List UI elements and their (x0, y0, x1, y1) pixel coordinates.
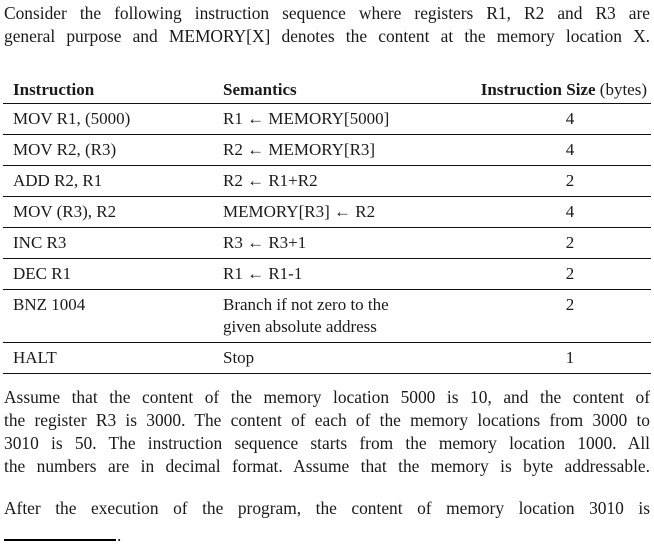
header-semantics: Semantics (213, 76, 449, 104)
table-row (3, 343, 651, 374)
cell-semantics: Stop (213, 343, 449, 374)
intro-line-1: Consider the following instruction sequence where registers R1, R2 and R3 are (4, 3, 650, 23)
cell-instruction: MOV R2, (R3) (3, 135, 213, 166)
cell-semantics: R2 ← R1+R2 (213, 166, 449, 197)
assume-line-2: the register R3 is 3000. The content of each of the memory locations from 3000 to (4, 410, 650, 430)
answer-line (4, 520, 650, 550)
cell-semantics (213, 290, 449, 343)
cell-instruction: MOV R1, (5000) (3, 104, 213, 135)
question-paragraph (4, 497, 650, 550)
table-row (3, 290, 651, 343)
header-size-label: Instruction Size (480, 80, 596, 99)
assume-line-3: 3010 is 50. The instruction sequence starts from the memory location 1000. All (4, 433, 650, 453)
answer-blank[interactable] (4, 539, 116, 541)
cell-size: 2 (449, 290, 651, 343)
semantics-line-1: Branch if not zero to the (223, 295, 389, 314)
question-period: . (117, 525, 122, 545)
table-row (3, 228, 651, 259)
cell-semantics: R1 ← R1-1 (213, 259, 449, 290)
cell-instruction: INC R3 (3, 228, 213, 259)
table-row (3, 135, 651, 166)
table-row (3, 259, 651, 290)
header-instruction-size (449, 76, 651, 104)
table-row (3, 166, 651, 197)
assume-line-1: Assume that the content of the memory location 5000 is 10, and the content of (4, 387, 650, 407)
cell-size: 2 (449, 259, 651, 290)
cell-size: 1 (449, 343, 651, 374)
header-size-unit: (bytes) (599, 80, 647, 99)
assumption-paragraph (4, 386, 650, 478)
cell-size: 2 (449, 228, 651, 259)
question-line-1: After the execution of the program, the content of memory location 3010 is (4, 498, 650, 518)
cell-semantics: R2 ← MEMORY[R3] (213, 135, 449, 166)
table-row (3, 104, 651, 135)
table-header-row (3, 76, 651, 104)
cell-size: 2 (449, 166, 651, 197)
assume-line-4: the numbers are in decimal format. Assume that the memory is byte addressable. (4, 456, 650, 476)
table-row (3, 197, 651, 228)
cell-instruction: DEC R1 (3, 259, 213, 290)
cell-instruction: HALT (3, 343, 213, 374)
semantics-line-2: given absolute address (223, 317, 377, 336)
instruction-table (3, 76, 651, 374)
intro-line-2: general purpose and MEMORY[X] denotes the content at the memory location X. (4, 26, 650, 46)
cell-instruction: BNZ 1004 (3, 290, 213, 343)
cell-semantics: R1 ← MEMORY[5000] (213, 104, 449, 135)
cell-instruction: MOV (R3), R2 (3, 197, 213, 228)
cell-size: 4 (449, 135, 651, 166)
cell-size: 4 (449, 197, 651, 228)
cell-instruction: ADD R2, R1 (3, 166, 213, 197)
header-instruction: Instruction (3, 76, 213, 104)
cell-semantics: R3 ← R3+1 (213, 228, 449, 259)
cell-size: 4 (449, 104, 651, 135)
intro-paragraph (4, 2, 650, 48)
cell-semantics: MEMORY[R3] ← R2 (213, 197, 449, 228)
